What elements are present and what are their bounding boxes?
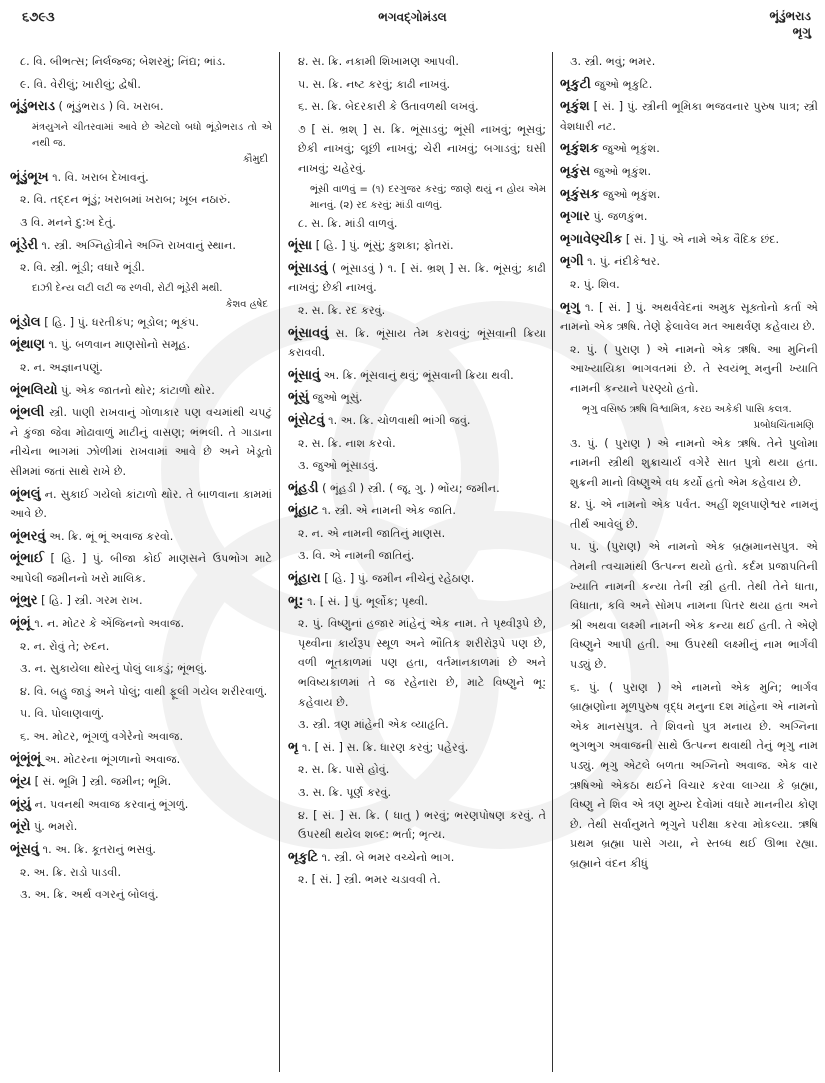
sense-definition: ૩. ન. સુકાયેલા થોરનું પોલું લાકડું; ભૂંભલું. bbox=[20, 662, 208, 676]
definition-text: [ હિ. ] સ્ત્રી. ગરમ રાખ. bbox=[41, 594, 143, 608]
sense-definition: ૪. [ સં. ] સ. ક્રિ. ( ધાતુ ) ભરવું; ભરણપોષણ કરવું. તે ઉપરથી થયેલ શબ્દ: ભર્તા; ભૃત્ય. bbox=[298, 808, 546, 842]
sense-definition: ૨. સ. ક્રિ. પાસે હોવું. bbox=[298, 763, 390, 777]
sense-definition: ૨. પું. વિષ્ણુનાં હજાર માંહેનું એક નામ. તે પૃથ્વીરૂપે છે, પૃથ્વીના કાર્યરૂપ સ્થૂળ અને ભૌતિક શરીરોરૂપે પણ છે, વળી ભૂતકાળમાં પણ હતા, વર્તમાનકાળમાં છે અને ભવિષ્યકાળમાં તે જ રહેનારા છે, માટે વિષ્ણુને ભૂ: કહેવાય છે. bbox=[298, 617, 546, 709]
sense-definition: ૩. પું. ( પુરાણ ) એ નામનો એક ઋષિ. તેને પુલોમા નામની સ્ત્રીથી શુક્રાચાર્ય વગેરે સાત પુત્રો થયા હતા. શુક્રની માનો વિષ્ણુએ વધ કર્યો હતો એમ કહેવાય છે. bbox=[570, 436, 818, 489]
sense-definition: ૨. પું. શિવ. bbox=[570, 277, 620, 291]
dictionary-entry bbox=[10, 772, 272, 792]
sense-definition: ૯. વિ. વેરીલું; ખારીલું; દ્વેષી. bbox=[20, 77, 141, 91]
dictionary-entry bbox=[560, 252, 818, 272]
sense-definition: ૨. અ. ક્રિ. રાડો પાડવી. bbox=[20, 865, 122, 879]
definition-text: ૧. સ્ત્રી. એ નામની એક જાતિ. bbox=[321, 504, 456, 518]
quotation-source: કેશવ હ્રષેદ bbox=[225, 298, 268, 310]
headword: ભૂંસા bbox=[288, 238, 313, 254]
sense-definition: ૩. વિ. એ નામની જાતિનું. bbox=[298, 549, 415, 563]
sense-definition: ૩ વિ. મનને દુ:ખ દેતું. bbox=[20, 215, 116, 229]
dictionary-entry bbox=[10, 750, 272, 770]
sense-definition: ૩. સ. ક્રિ. પૂર્ણ કરવું. bbox=[298, 786, 392, 799]
headword: ભૃ bbox=[288, 739, 299, 755]
definition-text: ૧. [ સં. ] પું. ભૂર્લોક; પૃથ્વી. bbox=[307, 594, 428, 608]
headword: ભૂંભૂં bbox=[10, 616, 31, 632]
definition-text: પું. ભમરો. bbox=[33, 820, 78, 834]
headword: ભૂંયું bbox=[10, 796, 32, 812]
definition-text: ૧. વિ. ખરાબ દેખાવનું. bbox=[52, 170, 149, 184]
dictionary-entry bbox=[10, 485, 272, 524]
headword: ભૃગુ bbox=[560, 299, 580, 315]
definition-text: જુઓ ભૃકુંશ. bbox=[593, 164, 652, 178]
sense-definition: ૨. ન. એ નામની જાતિનું માણસ. bbox=[298, 526, 446, 540]
sense-definition: ૫. સ. ક્રિ. નષ્ટ કરવું; કાઢી નાખવું. bbox=[298, 77, 451, 91]
guide-words bbox=[769, 8, 811, 40]
definition-text: [ હિ. ] પું. બીજા કોઈ માણસને ઉપભોગ માટે આપેલી જમીનનો ખરો માલિક. bbox=[10, 552, 272, 585]
headword: ભૃકુંશક bbox=[560, 141, 599, 157]
headword: ભૂંભલિયો bbox=[10, 382, 58, 398]
dictionary-entry bbox=[560, 230, 818, 250]
quotation: ભૃગુ વસિષ્ઠ ઋષિ વિશ્વામિત્ર, કરઇ અકેકી પાસિ કલત્ર. bbox=[582, 403, 792, 415]
definition-text: અ. મોટરના ભૂંગળાનો અવાજ. bbox=[44, 752, 181, 766]
book-title: ભગવદ્ગોમંડલ bbox=[378, 10, 447, 24]
dictionary-entry bbox=[10, 795, 272, 815]
guide-word-first: ભૂંડુંભરાડ bbox=[769, 9, 811, 23]
dictionary-entry bbox=[288, 569, 546, 589]
dictionary-entry bbox=[560, 298, 818, 337]
definition-text: સ્ત્રી. પાણી રાખવાનું ગોળાકાર પણ વચમાંથી ચપટું ને કુંજા જેવા મોઢાવાળું માટીનું વાસણ; ભંભલી. તે ગાડાના નીચેના ભાગમાં ઝોળીમાં રાખવામાં આવે છે અને ખેડૂતો સીમમાં જતાં સાથે રાખે છે. bbox=[10, 406, 272, 478]
dictionary-entry bbox=[10, 403, 272, 481]
definition-text: જુઓ ભૃકુંશ. bbox=[602, 142, 660, 156]
page-header bbox=[0, 0, 825, 46]
headword: ભૃકુંસ bbox=[560, 163, 591, 179]
sense-definition: ૩. જુઓ ભૂંસાડવું. bbox=[298, 459, 379, 473]
headword: ભૃકુંસક bbox=[560, 186, 600, 202]
sense-definition: ૨. વિ. સ્ત્રી. ભૂંડી; વધારે ભૂંડી. bbox=[20, 261, 145, 275]
dictionary-entry bbox=[10, 549, 272, 588]
definition-text: ૧. સ્ત્રી. અગ્નિહોત્રીને અગ્નિ રાખવાનું સ્થાન. bbox=[41, 238, 236, 252]
headword: ભૂંહારા bbox=[288, 571, 321, 587]
dictionary-entry bbox=[560, 207, 818, 227]
headword: ભૂંડેરી bbox=[10, 237, 38, 253]
headword: ભૂંભલું bbox=[10, 486, 41, 502]
headword: ભૂંસાવવું bbox=[288, 325, 329, 341]
definition-text: ૧. પું. બળવાન માણસોનો સમૂહ. bbox=[48, 338, 191, 352]
definition-text: [ સં. ] પું. એ નામે એક વૈદિક છંદ. bbox=[625, 232, 780, 246]
page-number: ૬૭૯૩ bbox=[22, 10, 55, 25]
dictionary-entry bbox=[288, 592, 546, 612]
definition-text: જુઓ ભૃકુંશ. bbox=[602, 187, 661, 201]
dictionary-entry bbox=[10, 236, 272, 256]
quotation: દાઝી દેન્ય લટી લટી જ રળવી, રોટી ભૂંડેરી મથી. bbox=[32, 282, 223, 294]
definition-text: ૧. [ સં. ] પું. અથર્વવેદનાં અમુક સૂક્તોનો કર્તા એ નામનો એક ઋષિ. તેણે ફેલાવેલ મત આથર્વણ કહેવાય છે. bbox=[560, 300, 818, 334]
sense-definition: ૬. પું. ( પુરાણ ) એ નામનો એક મુનિ; ભાર્ગવ બ્રાહ્મણોના મૂળપુરુષ વૃદ્ધ મનુના દશ માંહેના એ નામનો એક માનસપુત્ર. તે શિવનો પુત્ર મનાય છે. અગ્નિના ભુગભુગ અવાજની સાથે ઉત્પન્ન થવાથી તેનું ભૃગુ નામ પડ્યું. ભૃગુ એટલે બળતા અગ્નિનો અવાજ. એક વાર ઋષિઓ એકઠા થઈને વિચાર કરવા લાગ્યા કે બ્રહ્મા, વિષ્ણુ ને શિવ એ ત્રણ મુખ્ય દેવોમાં વધારે માનનીય કોણ છે. તેથી સર્વાનુમતે ભૃગુને પરીક્ષા કરવા મોકલ્યા. ઋષિ પ્રથમ બ્રહ્મા પાસે ગયા, ને સ્તબ્ધ થઈ ઊભા રહ્યા. બ્રહ્માને વંદન કીધું bbox=[570, 680, 818, 870]
definition-text: ૧. અ. ક્રિ. ચોળવાથી ભાંગી જવું. bbox=[328, 413, 471, 427]
headword: ભૂંસાડવું bbox=[288, 260, 328, 276]
headword: ભૂંહડી bbox=[288, 480, 319, 496]
headword: ભૂંસાવું bbox=[288, 367, 321, 383]
sense-definition: ૬. અ. મોટર, ભૂંગળું વગેરેનો અવાજ. bbox=[20, 730, 184, 744]
dictionary-entry bbox=[10, 591, 272, 611]
dictionary-entry bbox=[10, 614, 272, 634]
definition-text: પું. એક જાતનો થોર; કાંટાળો થોર. bbox=[61, 383, 215, 397]
definition-text: ૧. પું. નંદીકેશ્વર. bbox=[587, 255, 661, 269]
dictionary-entry bbox=[288, 388, 546, 408]
definition-text: [ હિ. ] પું. ભૂંસું; કુશકા; ફોતરાં. bbox=[315, 239, 454, 253]
dictionary-entry bbox=[288, 738, 546, 758]
definition-text: અ. ક્રિ. ભૂં ભૂં અવાજ કરવો. bbox=[49, 529, 174, 543]
sense-definition: ૮. સ. ક્રિ. માંડી વાળવું. bbox=[298, 216, 398, 230]
dictionary-entry bbox=[560, 185, 818, 205]
headword: ભૂંસું bbox=[288, 390, 309, 406]
definition-text: સ. ક્રિ. ભૂંસાય તેમ કરાવવું; ભૂંસવાની ક્રિયા કરાવવી. bbox=[288, 326, 546, 360]
definition-text: ૧. સ્ત્રી. બે ભમર વચ્ચેનો ભાગ. bbox=[321, 850, 455, 864]
headword: ભૂ: bbox=[288, 593, 304, 609]
definition-text: [ સં. ભૂમિ ] સ્ત્રી. જમીન; ભૂમિ. bbox=[34, 775, 172, 789]
headword: ભૃકુંશ bbox=[560, 99, 590, 115]
definition-text: ન. સુકાઈ ગયેલો કાંટાળો થોર. તે બાળવાના કામમાં આવે છે. bbox=[10, 487, 272, 521]
sense-definition: ૨. સ. ક્રિ. નાશ કરવો. bbox=[298, 436, 396, 450]
headword: ભૂંસવું bbox=[10, 842, 40, 857]
definition-text: [ સં. ] પું. સ્ત્રીની ભૂમિકા ભજવનાર પુરુષ પાત્ર; સ્ત્રી વેશધારી નટ. bbox=[560, 100, 818, 133]
sense-definition: ૪. વિ. બહુ જાડું અને પોલું; વાથી ફૂલી ગયેલ શરીરવાળું. bbox=[20, 684, 268, 698]
quotation: મંત્રયુગને ચીતરવામાં આવે છે એટલો બધો ભૂંડોભરાડ તો એ નથી જ. bbox=[32, 121, 272, 149]
sense-definition: ૨. વિ. તદ્દન ભૂંડું; ખરાબમાં ખરાબ; ખૂબ નઠારું. bbox=[20, 193, 231, 207]
quotation-source: કૌમુદી bbox=[242, 153, 268, 165]
sense-definition: ૫. વિ. પોલાણવાળું. bbox=[20, 707, 105, 721]
column-2 bbox=[288, 52, 546, 1083]
quotation: ભૂંસી વાળવું = (૧) દરગુજર કરવું; જાણે થયું ન હોય એમ માનવું. (૨) રદ કરવું; માંડી વાળવું. bbox=[310, 183, 546, 211]
dictionary-columns bbox=[0, 52, 825, 1083]
definition-text: જુઓ ભૂસું. bbox=[312, 391, 363, 405]
dictionary-entry bbox=[10, 817, 272, 837]
dictionary-entry bbox=[10, 168, 272, 188]
quotation-source: પ્રબોધચિંતામણિ bbox=[753, 419, 814, 431]
definition-text: અ. ક્રિ. ભૂંસવાનું થવું; ભૂંસવાની ક્રિયા થવી. bbox=[323, 368, 514, 382]
headword: ભૂંરો bbox=[10, 819, 31, 835]
definition-text: ( ભૂંસાડવું ) ૧. [ સં. ભ્રશ્ ] સ. ક્રિ. ભૂંસવું; કાઢી નાખવું; છેકી નાખવું. bbox=[288, 261, 546, 295]
headword: ભૃગાવેણ્ચીક bbox=[560, 231, 623, 247]
dictionary-entry bbox=[10, 97, 272, 117]
definition-text: ૧. [ સં. ] સ. ક્રિ. ધારણ કરવું; પહેરવું. bbox=[301, 740, 469, 754]
sense-definition: ૨. [ સં. ] સ્ત્રી. ભમર ચડાવવી તે. bbox=[298, 873, 441, 887]
dictionary-entry bbox=[560, 139, 818, 159]
dictionary-entry bbox=[560, 97, 818, 136]
dictionary-entry bbox=[288, 324, 546, 363]
dictionary-entry bbox=[288, 259, 546, 298]
guide-word-last: ભૃગુ bbox=[792, 25, 811, 39]
sense-definition: ૩. સ્ત્રી. ત્રણ માંહેની એક વ્યાહૃતિ. bbox=[298, 718, 449, 732]
dictionary-entry bbox=[288, 366, 546, 386]
sense-definition: ૪. સ. ક્રિ. નકામી શિખામણ આપવી. bbox=[298, 55, 459, 68]
sense-definition: ૨. ન. અજ્ઞાનપણું. bbox=[20, 360, 103, 374]
headword: ભૂંડુંભૂખ bbox=[10, 169, 49, 185]
dictionary-entry bbox=[560, 75, 818, 95]
headword: ભૃગાર bbox=[560, 209, 590, 225]
dictionary-entry bbox=[288, 501, 546, 521]
definition-text: ( ભૂંડુંભરાડ ) વિ. ખરાબ. bbox=[58, 100, 164, 114]
dictionary-entry bbox=[560, 162, 818, 182]
headword: ભૂંથાણ bbox=[10, 337, 45, 353]
sense-definition: ૪. પું. એ નામનો એક પર્વત. અહીં શૂલપાણેશ્વર નામનું તીર્થ આવેલું છે. bbox=[570, 498, 818, 531]
dictionary-entry bbox=[288, 848, 546, 868]
headword: ભૂંભુર bbox=[10, 593, 38, 609]
sense-definition: ૩. અ. ક્રિ. અર્થ વગરનું બોલવું. bbox=[20, 888, 159, 902]
dictionary-entry bbox=[10, 313, 272, 333]
headword: ભૃકુટિ bbox=[288, 849, 319, 865]
dictionary-entry bbox=[10, 381, 272, 401]
headword: ભૃગી bbox=[560, 254, 584, 270]
sense-definition: ૫. પું. (પુરાણ) એ નામનો એક બ્રહ્મમાનસપુત્ર. એ તેમની ત્વચામાંથી ઉત્પન્ન થયો હતો. કર્દમ પ્રજાપતિની ખ્યાતિ નામની કન્યા તેની સ્ત્રી હતી. તેથી તેને ધાતા, વિધાતા, કવિ અને સોમપ નામના પિતર થયા હતા અને શ્રી અથવા લક્ષ્મી નામની એક કન્યા થઈ હતી. તે એણે વિષ્ણુને આપી હતી. આ ઉપરથી લક્ષ્મીનું નામ ભાર્ગવી પડ્યું છે. bbox=[570, 540, 818, 672]
column-3 bbox=[560, 52, 818, 1083]
definition-text: જુઓ ભૃકુટિ. bbox=[594, 77, 653, 91]
dictionary-entry bbox=[10, 335, 272, 355]
definition-text: ન. પવનથી અવાજ કરવાનું ભૂંગળું. bbox=[34, 797, 189, 811]
headword: ભૂંડોલ bbox=[10, 314, 41, 330]
dictionary-entry bbox=[288, 479, 546, 499]
definition-text: ૧. ન. મોટર કે એંજિનનો અવાજ. bbox=[34, 617, 185, 631]
sense-definition: ૩. સ્ત્રી. ભવું; ભમર. bbox=[570, 55, 656, 68]
sense-definition: ૮. વિ. બીભત્સ; નિર્લજ્જ; બેશરમું; નિંદ્ય; ભાંડ. bbox=[20, 55, 226, 68]
headword: ભૂંડુંભરાડ bbox=[10, 99, 55, 115]
sense-definition: ૬. સ. ક્રિ. બેદરકારી કે ઉતાવળથી લખવું. bbox=[298, 100, 479, 114]
headword: ભૂંભલી bbox=[10, 405, 45, 421]
dictionary-entry bbox=[288, 411, 546, 431]
headword: ભૂંય bbox=[10, 774, 32, 790]
headword: ભૃકુટી bbox=[560, 76, 591, 92]
definition-text: ૧. અ. ક્રિ. કૂતરાનું ભસવું. bbox=[42, 843, 156, 856]
headword: ભૂંભૂંભૂં bbox=[10, 751, 42, 767]
sense-definition: ૨. ન. રોવું તે; રુદન. bbox=[20, 639, 110, 653]
definition-text: ( ભૂંહડી ) સ્ત્રી. ( જૂ. ગુ. ) ભોંય; જમીન. bbox=[322, 481, 500, 495]
sense-definition: ૭ [ સં. ભ્રશ્ ] સ. ક્રિ. ભૂંસાડવું; ભૂંસી નાખવું; ભૂસવું; છેકી નાખવું; લૂછી નાખવું; ચેરી નાખવું; બગાડવું; ઘસી નાખવું; ચહેરવું. bbox=[298, 122, 546, 175]
dictionary-entry bbox=[288, 236, 546, 256]
column-1 bbox=[10, 52, 272, 1083]
definition-text: પું. જળકુંભ. bbox=[593, 210, 648, 224]
definition-text: [ હિ. ] પું. જમીન નીચેનું રહેઠાણ. bbox=[324, 572, 475, 586]
headword: ભૂંભરવું bbox=[10, 528, 46, 544]
sense-definition: ૨. સ. ક્રિ. રદ કરવું. bbox=[298, 303, 386, 317]
dictionary-entry bbox=[10, 527, 272, 547]
definition-text: [ હિ. ] પું. ધરતીકંપ; ભૂડોલ; ભૂકંપ. bbox=[44, 315, 199, 329]
sense-definition: ૨. પું. ( પુરાણ ) એ નામનો એક ઋષિ. આ મુનિની આખ્યાયિકા ભાગવતમાં છે. તે સ્વયંભૂ મનુની ખ્યાતિ નામની કન્યાને પરણ્યો હતો. bbox=[570, 342, 818, 395]
headword: ભૂંહાટ bbox=[288, 503, 319, 519]
headword: ભૂંભાઈ bbox=[10, 551, 45, 567]
dictionary-entry bbox=[10, 840, 272, 860]
headword: ભૂંસેટવું bbox=[288, 412, 325, 428]
